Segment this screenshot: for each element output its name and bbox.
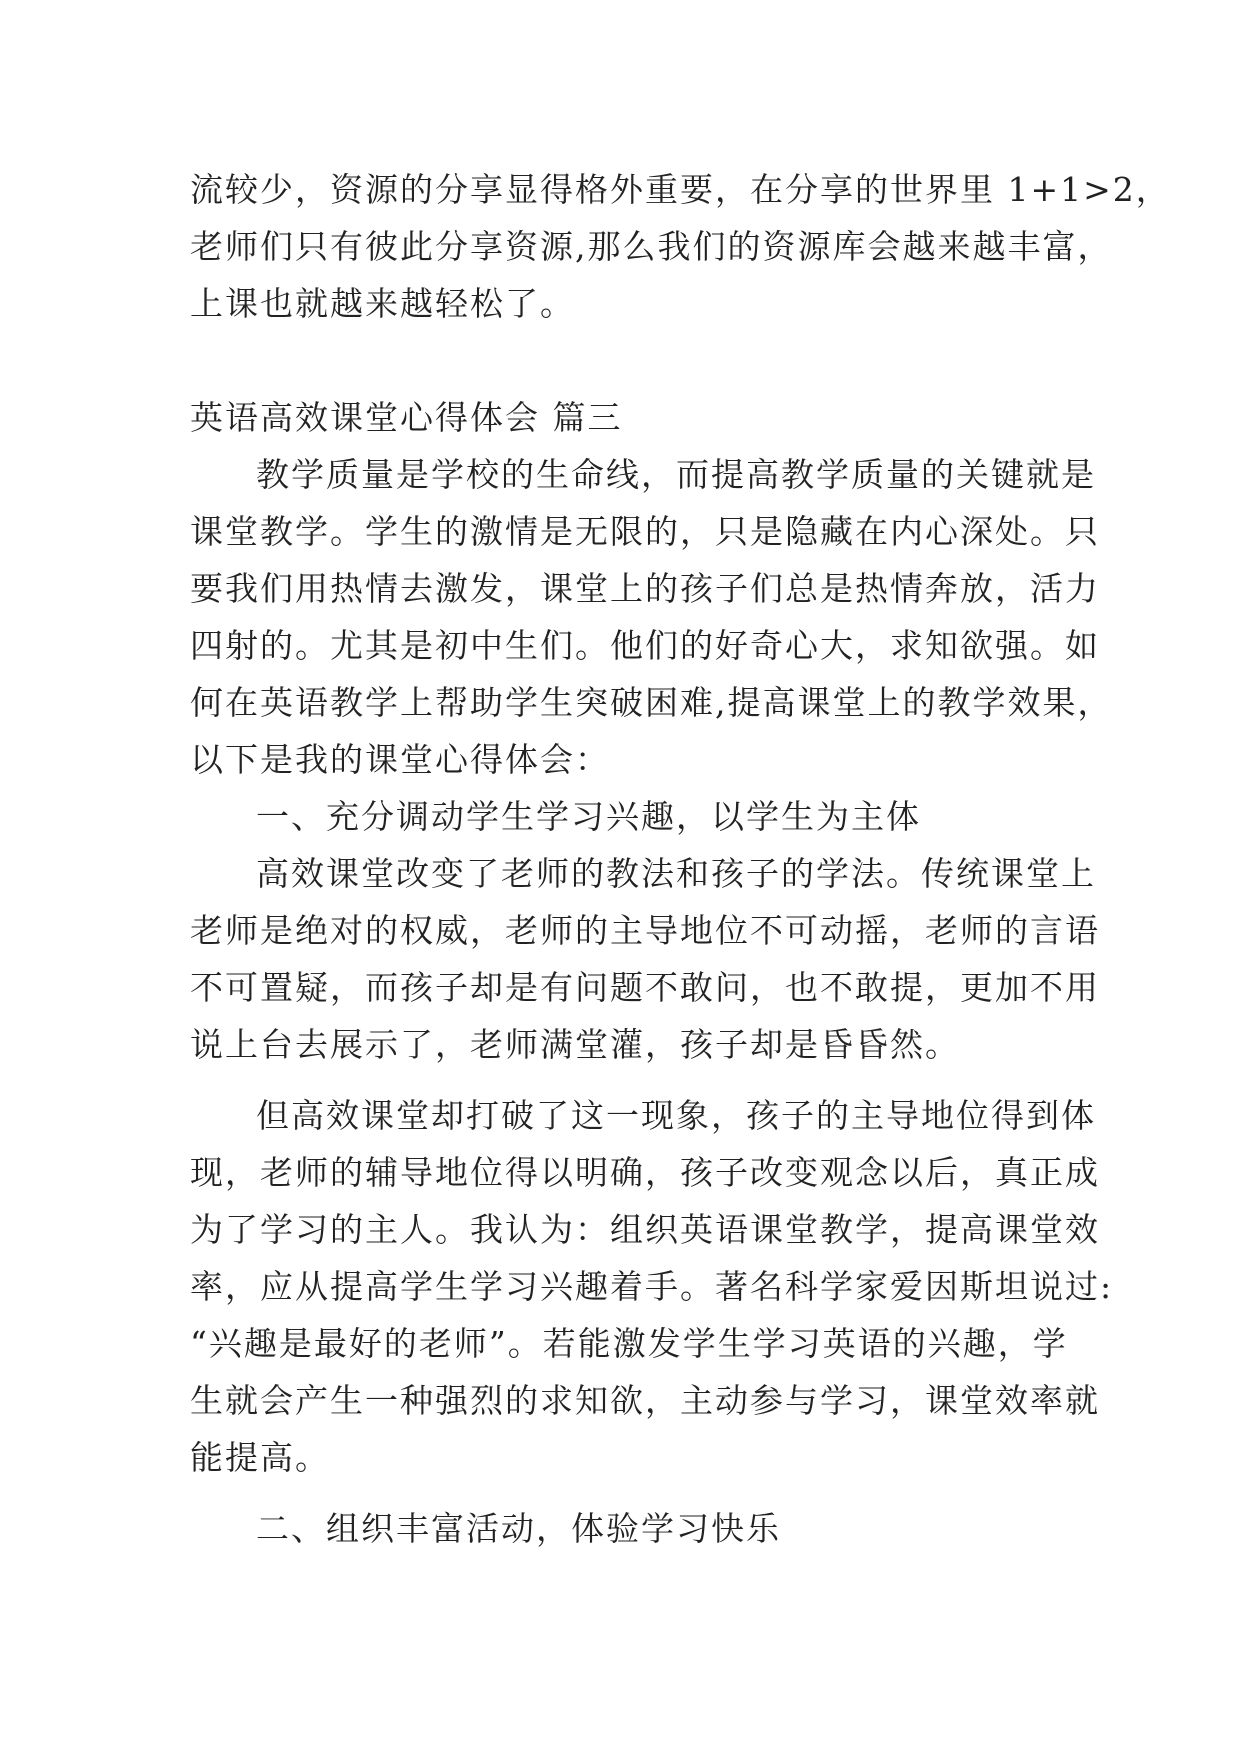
heading-2: 二、组织丰富活动，体验学习快乐 <box>256 1509 781 1548</box>
paragraph-3-line-3: 为了学习的主人。我认为：组织英语课堂教学，提高课堂效 <box>190 1210 1100 1249</box>
heading-1: 一、充分调动学生学习兴趣，以学生为主体 <box>256 797 921 836</box>
paragraph-1-line-2: 课堂教学。学生的激情是无限的，只是隐藏在内心深处。只 <box>190 512 1100 551</box>
paragraph-2-line-2: 老师是绝对的权威，老师的主导地位不可动摇，老师的言语 <box>190 911 1100 950</box>
paragraph-2-line-3: 不可置疑，而孩子却是有问题不敢问，也不敢提，更加不用 <box>190 968 1100 1007</box>
paragraph-1-line-4: 四射的。尤其是初中生们。他们的好奇心大，求知欲强。如 <box>190 626 1100 665</box>
paragraph-1-line-3: 要我们用热情去激发，课堂上的孩子们总是热情奔放，活力 <box>190 569 1100 608</box>
intro-line-2: 老师们只有彼此分享资源,那么我们的资源库会越来越丰富， <box>190 227 1113 266</box>
intro-line-1: 流较少，资源的分享显得格外重要，在分享的世界里 1+1>2， <box>190 170 1171 209</box>
paragraph-1-line-1: 教学质量是学校的生命线，而提高教学质量的关键就是 <box>256 455 1096 494</box>
intro-line-3: 上课也就越来越轻松了。 <box>190 284 575 323</box>
paragraph-2-line-1: 高效课堂改变了老师的教法和孩子的学法。传统课堂上 <box>256 854 1096 893</box>
paragraph-3-line-1: 但高效课堂却打破了这一现象，孩子的主导地位得到体 <box>256 1096 1096 1135</box>
paragraph-3-line-4: 率，应从提高学生学习兴趣着手。著名科学家爱因斯坦说过: <box>190 1267 1114 1306</box>
paragraph-1-line-5: 何在英语教学上帮助学生突破困难,提高课堂上的教学效果， <box>190 683 1113 722</box>
paragraph-3-line-5: “兴趣是最好的老师”。若能激发学生学习英语的兴趣，学 <box>190 1324 1068 1363</box>
paragraph-3-line-7: 能提高。 <box>190 1438 330 1477</box>
paragraph-3-line-6: 生就会产生一种强烈的求知欲，主动参与学习，课堂效率就 <box>190 1381 1100 1420</box>
section-title: 英语高效课堂心得体会 篇三 <box>190 398 623 437</box>
paragraph-2-line-4: 说上台去展示了，老师满堂灌，孩子却是昏昏然。 <box>190 1025 960 1064</box>
paragraph-3-line-2: 现，老师的辅导地位得以明确，孩子改变观念以后，真正成 <box>190 1153 1100 1192</box>
paragraph-1-line-6: 以下是我的课堂心得体会： <box>190 740 610 779</box>
